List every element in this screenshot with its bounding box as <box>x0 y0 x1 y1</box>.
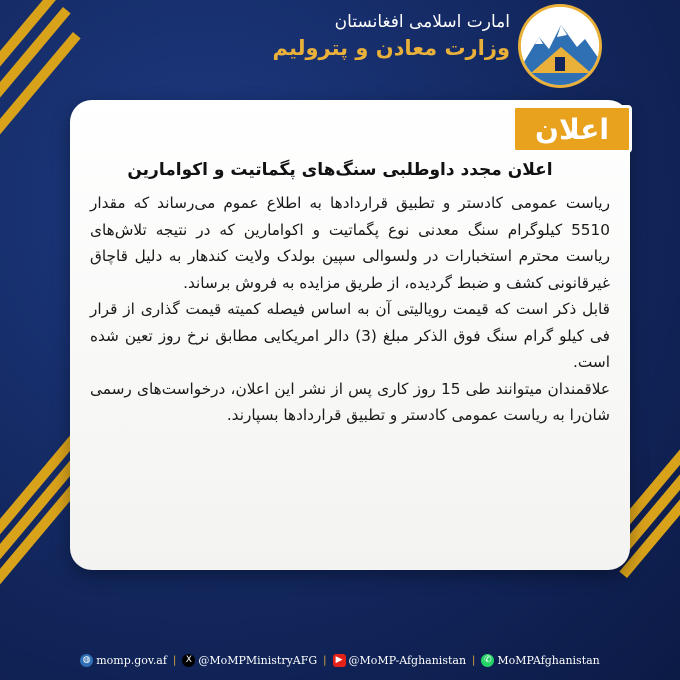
footer-x[interactable] <box>182 654 317 667</box>
header <box>273 12 510 60</box>
header-ministry-name: وزارت معادن و پترولیم <box>272 36 510 60</box>
body-paragraph: قابل ذکر است که قیمت رویالیتی آن به اساس فیصله کمیته قیمت گذاری از قرار فی کیلو گرام سنگ فوق الذکر مبلغ (3) دالر امریکایی مطابق نرخ روز تعین شده است. <box>90 300 610 371</box>
youtube-icon: ▶ <box>333 654 346 667</box>
footer-whatsapp[interactable] <box>481 654 599 667</box>
separator: | <box>172 654 177 666</box>
announcement-badge: اعلان <box>512 105 632 153</box>
footer-website[interactable] <box>80 654 167 667</box>
ministry-logo <box>518 4 602 88</box>
header-emirate-name: امارت اسلامی افغانستان <box>334 12 510 32</box>
announcement-title: اعلان مجدد داوطلبی سنگ‌های پگماتیت و اکوامارین <box>127 160 553 180</box>
x-handle: @MoMPMinistryAFG <box>198 653 318 667</box>
separator: | <box>323 654 327 666</box>
footer-youtube[interactable] <box>333 654 466 667</box>
whatsapp-handle: MoMPAfghanistan <box>497 653 600 667</box>
body-paragraph: علاقمندان میتوانند طی 15 روز کاری پس از نشر این اعلان، درخواست‌های رسمی شان‌را به ریاست عمومی کادستر و تطبیق قراردادها بسپارند. <box>90 379 610 424</box>
globe-icon: ◍ <box>80 654 93 667</box>
announcement-body <box>90 190 610 429</box>
whatsapp-icon: ✆ <box>481 654 494 667</box>
website-label: momp.gov.af <box>96 653 167 667</box>
x-icon: X <box>182 654 195 667</box>
body-paragraph: ریاست عمومی کادستر و تطبیق قراردادها به اطلاع عموم می‌رساند که مقدار 5510 کیلوگرام سنگ معدنی نوع پگماتیت و اکوامارین که در نتیجه تلاش‌های ریاست محترم استخبارات در ولسوالی سپین بولدک ولایت کندهار به دلیل قاچاق غیرقانونی کشف و ضبط گردیده، از طریق مزایده به فروش برساند. <box>90 194 610 292</box>
footer-contacts <box>0 648 680 672</box>
youtube-handle: @MoMP-Afghanistan <box>348 653 467 667</box>
separator: | <box>472 654 476 666</box>
